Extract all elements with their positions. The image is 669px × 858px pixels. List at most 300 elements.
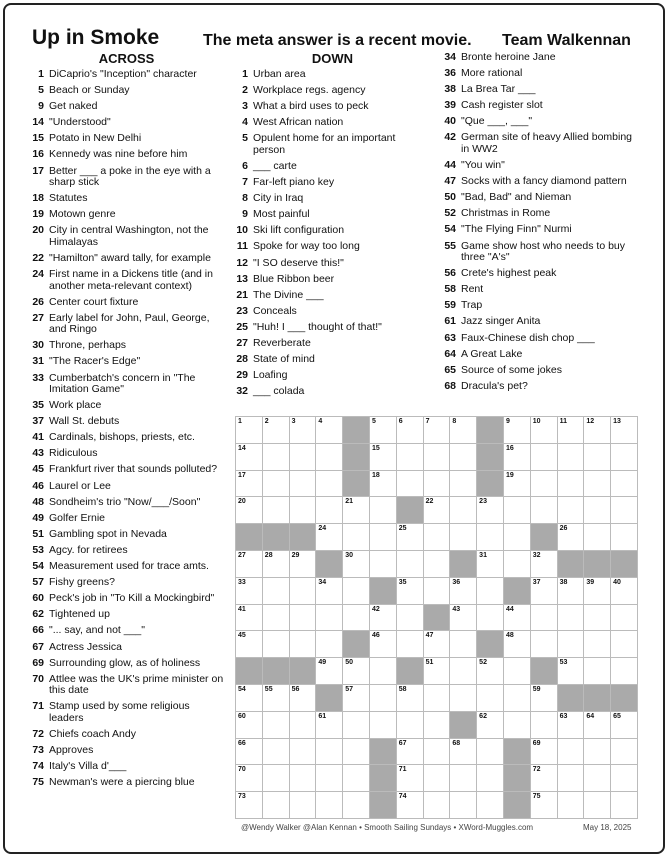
grid-cell[interactable] xyxy=(263,497,290,524)
clue-text: DiCaprio's "Inception" character xyxy=(49,68,197,80)
grid-cell[interactable] xyxy=(290,551,317,578)
grid-cell[interactable] xyxy=(236,497,263,524)
across-clue-17 xyxy=(27,166,226,189)
grid-cell[interactable] xyxy=(477,658,504,685)
cell-number: 25 xyxy=(398,525,407,533)
clue-text: Faux-Chinese dish chop ___ xyxy=(461,331,595,344)
clue-text: Golfer Ernie xyxy=(49,511,106,524)
cell-number: 14 xyxy=(238,444,246,452)
grid-cell[interactable] xyxy=(424,471,451,498)
grid-cell[interactable] xyxy=(611,605,638,632)
grid-cell[interactable] xyxy=(477,578,504,605)
grid-cell[interactable] xyxy=(531,471,558,498)
grid-cell[interactable] xyxy=(477,497,504,524)
clue-number: 20 xyxy=(32,224,44,237)
grid-cell[interactable] xyxy=(370,551,397,578)
grid-cell[interactable] xyxy=(370,497,397,524)
clue-number: 10 xyxy=(236,224,248,237)
team-name: Team Walkennan xyxy=(502,32,631,49)
across-clue-66 xyxy=(27,625,226,637)
grid-cell[interactable] xyxy=(263,792,290,819)
cell-number: 19 xyxy=(505,471,514,479)
clue-number: 14 xyxy=(32,116,44,129)
grid-cell[interactable] xyxy=(450,497,477,524)
grid-cell[interactable] xyxy=(611,631,638,658)
grid-cell[interactable] xyxy=(316,444,343,471)
grid-cell[interactable] xyxy=(370,685,397,712)
clue-text: Get naked xyxy=(49,100,98,113)
grid-cell[interactable] xyxy=(424,444,451,471)
grid-cell[interactable] xyxy=(450,444,477,471)
grid-cell[interactable] xyxy=(424,792,451,819)
down-clue-25 xyxy=(235,322,420,334)
grid-cell[interactable] xyxy=(370,605,397,632)
grid-cell[interactable] xyxy=(424,551,451,578)
grid-cell[interactable] xyxy=(504,631,531,658)
grid-cell[interactable] xyxy=(558,631,585,658)
cell-number: 40 xyxy=(613,578,621,586)
grid-cell[interactable] xyxy=(263,471,290,498)
grid-cell[interactable] xyxy=(397,444,424,471)
cell-number: 30 xyxy=(345,551,353,559)
grid-cell[interactable] xyxy=(477,524,504,551)
clue-number: 13 xyxy=(236,272,248,285)
clue-text: West African nation xyxy=(253,116,344,129)
cell-number: 45 xyxy=(238,632,246,640)
clue-number: 8 xyxy=(242,192,248,205)
clue-text: Agcy. for retirees xyxy=(49,543,128,556)
clue-text: German site of heavy Allied bombing in WW2 xyxy=(461,131,633,155)
down-clue-68 xyxy=(441,381,641,393)
across-clue-22 xyxy=(27,253,226,265)
grid-cell[interactable] xyxy=(611,444,638,471)
grid-cell[interactable] xyxy=(236,631,263,658)
down-clue-63 xyxy=(441,333,641,345)
cell-number: 4 xyxy=(318,418,323,425)
grid-cell[interactable] xyxy=(397,524,424,551)
grid-cell[interactable] xyxy=(611,471,638,498)
grid-cell[interactable] xyxy=(558,444,585,471)
cell-number: 46 xyxy=(371,632,380,640)
grid-cell[interactable] xyxy=(450,792,477,819)
grid-cell[interactable] xyxy=(424,712,451,739)
grid-cell[interactable] xyxy=(531,551,558,578)
grid-cell[interactable] xyxy=(370,658,397,685)
grid-cell[interactable] xyxy=(343,524,370,551)
clue-text: Sondheim's trio "Now/___/Soon" xyxy=(49,495,201,508)
clue-text: Loafing xyxy=(253,369,288,382)
grid-cell[interactable] xyxy=(558,605,585,632)
cell-number: 26 xyxy=(559,525,568,533)
clue-text: Spoke for way too long xyxy=(253,240,360,253)
grid-cell[interactable] xyxy=(236,765,263,792)
clue-text: Italy's Villa d'___ xyxy=(49,760,127,773)
grid-cell[interactable] xyxy=(558,765,585,792)
grid-cell[interactable] xyxy=(343,739,370,766)
clue-number: 39 xyxy=(444,99,456,112)
grid-cell[interactable] xyxy=(397,605,424,632)
grid-cell[interactable] xyxy=(316,631,343,658)
clue-text: Crete's highest peak xyxy=(461,267,557,280)
grid-cell[interactable] xyxy=(290,712,317,739)
grid-cell[interactable] xyxy=(236,444,263,471)
cell-number: 33 xyxy=(238,578,246,586)
clue-text: Attlee was the UK's prime minister on this date xyxy=(49,672,224,697)
across-clue-35 xyxy=(27,400,226,412)
cell-number: 66 xyxy=(238,739,246,747)
grid-cell[interactable] xyxy=(316,792,343,819)
grid-cell[interactable] xyxy=(290,792,317,819)
across-clue-14 xyxy=(27,117,226,129)
footer-date: May 18, 2025 xyxy=(583,823,632,832)
across-clue-54 xyxy=(27,561,226,573)
grid-cell[interactable] xyxy=(370,524,397,551)
grid-cell[interactable] xyxy=(424,658,451,685)
across-clue-16 xyxy=(27,149,226,161)
grid-cell[interactable] xyxy=(343,551,370,578)
grid-cell[interactable] xyxy=(343,712,370,739)
grid-cell[interactable] xyxy=(584,497,611,524)
grid-cell[interactable] xyxy=(584,765,611,792)
grid-cell[interactable] xyxy=(504,471,531,498)
grid-block xyxy=(343,444,370,471)
clue-number: 55 xyxy=(444,239,456,252)
grid-cell[interactable] xyxy=(584,578,611,605)
grid-cell[interactable] xyxy=(370,712,397,739)
grid-cell[interactable] xyxy=(316,417,343,444)
grid-cell[interactable] xyxy=(584,792,611,819)
grid-cell[interactable] xyxy=(397,578,424,605)
grid-cell[interactable] xyxy=(558,739,585,766)
down-heading: DOWN xyxy=(311,51,354,66)
clue-text: What a bird uses to peck xyxy=(253,100,369,113)
grid-block xyxy=(531,524,558,551)
grid-cell[interactable] xyxy=(263,444,290,471)
grid-cell[interactable] xyxy=(316,739,343,766)
grid-cell[interactable] xyxy=(290,605,317,632)
across-clue-9 xyxy=(27,101,226,113)
grid-cell[interactable] xyxy=(290,631,317,658)
grid-cell[interactable] xyxy=(558,497,585,524)
across-clue-26 xyxy=(27,297,226,309)
clue-number: 52 xyxy=(444,207,456,220)
clue-number: 1 xyxy=(242,68,248,80)
grid-cell[interactable] xyxy=(450,578,477,605)
grid-cell[interactable] xyxy=(424,417,451,444)
grid-cell[interactable] xyxy=(504,712,531,739)
grid-cell[interactable] xyxy=(236,578,263,605)
clue-number: 16 xyxy=(32,148,44,161)
grid-cell[interactable] xyxy=(584,417,611,444)
clue-text: "I SO deserve this!" xyxy=(253,256,344,269)
grid-block xyxy=(504,792,531,819)
down-clue-40 xyxy=(441,116,641,128)
grid-cell[interactable] xyxy=(477,765,504,792)
grid-cell[interactable] xyxy=(263,605,290,632)
clue-text: "The Racer's Edge" xyxy=(49,355,141,368)
grid-cell[interactable] xyxy=(611,792,638,819)
grid-cell[interactable] xyxy=(611,524,638,551)
grid-cell[interactable] xyxy=(263,551,290,578)
grid-cell[interactable] xyxy=(558,578,585,605)
grid-cell[interactable] xyxy=(450,658,477,685)
clue-text: "... say, and not ___" xyxy=(49,624,145,637)
grid-block xyxy=(477,631,504,658)
grid-cell[interactable] xyxy=(477,712,504,739)
grid-cell[interactable] xyxy=(584,471,611,498)
grid-cell[interactable] xyxy=(584,524,611,551)
grid-cell[interactable] xyxy=(424,765,451,792)
grid-cell[interactable] xyxy=(263,417,290,444)
grid-cell[interactable] xyxy=(424,524,451,551)
down-clue-65 xyxy=(441,365,641,377)
grid-cell[interactable] xyxy=(397,739,424,766)
grid-cell[interactable] xyxy=(611,712,638,739)
clue-number: 51 xyxy=(32,527,44,540)
clue-number: 71 xyxy=(32,700,44,713)
clue-text: Reverberate xyxy=(253,337,311,349)
grid-cell[interactable] xyxy=(531,765,558,792)
grid-cell[interactable] xyxy=(343,792,370,819)
clue-number: 33 xyxy=(32,371,44,384)
grid-cell[interactable] xyxy=(584,739,611,766)
cell-number: 10 xyxy=(532,418,541,425)
clue-number: 35 xyxy=(32,399,44,412)
grid-cell[interactable] xyxy=(316,712,343,739)
grid-cell[interactable] xyxy=(504,658,531,685)
grid-cell[interactable] xyxy=(450,605,477,632)
clue-text: Throne, perhaps xyxy=(49,339,127,352)
grid-cell[interactable] xyxy=(263,712,290,739)
grid-cell[interactable] xyxy=(611,578,638,605)
grid-cell[interactable] xyxy=(236,417,263,444)
grid-cell[interactable] xyxy=(316,578,343,605)
grid-cell[interactable] xyxy=(290,739,317,766)
cell-number: 36 xyxy=(452,578,461,586)
grid-cell[interactable] xyxy=(370,444,397,471)
across-clue-69 xyxy=(27,658,226,670)
grid-cell[interactable] xyxy=(504,444,531,471)
clue-number: 42 xyxy=(444,131,456,144)
clue-number: 34 xyxy=(444,51,456,63)
grid-cell[interactable] xyxy=(477,685,504,712)
grid-cell[interactable] xyxy=(558,524,585,551)
grid-cell[interactable] xyxy=(504,605,531,632)
clue-text: Peck's job in "To Kill a Mockingbird" xyxy=(49,592,215,605)
grid-cell[interactable] xyxy=(531,497,558,524)
grid-cell[interactable] xyxy=(504,417,531,444)
grid-cell[interactable] xyxy=(343,685,370,712)
cell-number: 58 xyxy=(398,685,407,693)
grid-cell[interactable] xyxy=(531,631,558,658)
grid-cell[interactable] xyxy=(370,471,397,498)
grid-cell[interactable] xyxy=(290,471,317,498)
down-clue-7 xyxy=(235,177,420,189)
cell-number: 75 xyxy=(532,793,541,801)
grid-cell[interactable] xyxy=(504,685,531,712)
across-clue-62 xyxy=(27,609,226,621)
grid-cell[interactable] xyxy=(397,765,424,792)
grid-cell[interactable] xyxy=(397,631,424,658)
grid-cell[interactable] xyxy=(477,605,504,632)
clue-text: ___ colada xyxy=(253,385,305,398)
grid-block xyxy=(397,658,424,685)
down-clue-58 xyxy=(441,284,641,296)
clue-text: Most painful xyxy=(253,208,310,221)
grid-cell[interactable] xyxy=(450,471,477,498)
grid-cell[interactable] xyxy=(424,631,451,658)
down-clue-6 xyxy=(235,161,420,173)
grid-cell[interactable] xyxy=(477,792,504,819)
grid-cell[interactable] xyxy=(584,631,611,658)
grid-block xyxy=(343,417,370,444)
clue-text: Tightened up xyxy=(49,608,110,621)
grid-cell[interactable] xyxy=(316,471,343,498)
grid-cell[interactable] xyxy=(504,524,531,551)
grid-cell[interactable] xyxy=(290,417,317,444)
grid-cell[interactable] xyxy=(236,685,263,712)
down-clue-61 xyxy=(441,316,641,328)
grid-cell[interactable] xyxy=(450,765,477,792)
grid-cell[interactable] xyxy=(558,417,585,444)
clue-number: 31 xyxy=(32,355,44,368)
grid-cell[interactable] xyxy=(424,497,451,524)
grid-cell[interactable] xyxy=(584,658,611,685)
grid-cell[interactable] xyxy=(397,685,424,712)
grid-cell[interactable] xyxy=(236,605,263,632)
grid-cell[interactable] xyxy=(236,792,263,819)
grid-cell[interactable] xyxy=(397,712,424,739)
cell-number: 37 xyxy=(532,578,541,586)
grid-cell[interactable] xyxy=(290,685,317,712)
grid-cell[interactable] xyxy=(477,551,504,578)
grid-cell[interactable] xyxy=(397,551,424,578)
grid-cell[interactable] xyxy=(290,578,317,605)
cell-number: 71 xyxy=(398,766,407,774)
grid-cell[interactable] xyxy=(316,605,343,632)
cell-number: 38 xyxy=(559,578,568,586)
grid-cell[interactable] xyxy=(450,524,477,551)
grid-cell[interactable] xyxy=(263,765,290,792)
grid-cell[interactable] xyxy=(611,497,638,524)
grid-cell[interactable] xyxy=(531,578,558,605)
grid-cell[interactable] xyxy=(558,792,585,819)
grid-cell[interactable] xyxy=(531,444,558,471)
grid-cell[interactable] xyxy=(343,497,370,524)
clue-text: Early label for John, Paul, George, and Ringo xyxy=(49,311,210,336)
grid-cell[interactable] xyxy=(558,471,585,498)
grid-cell[interactable] xyxy=(290,444,317,471)
grid-cell[interactable] xyxy=(263,739,290,766)
puzzle-title: Up in Smoke xyxy=(32,26,160,49)
grid-block xyxy=(450,712,477,739)
grid-cell[interactable] xyxy=(397,471,424,498)
grid-cell[interactable] xyxy=(236,471,263,498)
clue-number: 53 xyxy=(32,543,44,556)
clue-number: 9 xyxy=(38,100,44,113)
grid-cell[interactable] xyxy=(370,631,397,658)
grid-cell[interactable] xyxy=(236,712,263,739)
grid-cell[interactable] xyxy=(236,739,263,766)
cell-number: 39 xyxy=(586,578,595,586)
grid-cell[interactable] xyxy=(504,497,531,524)
clue-number: 40 xyxy=(444,115,456,128)
grid-cell[interactable] xyxy=(343,578,370,605)
grid-cell[interactable] xyxy=(450,739,477,766)
grid-cell[interactable] xyxy=(397,417,424,444)
grid-cell[interactable] xyxy=(290,765,317,792)
clue-text: Surrounding glow, as of holiness xyxy=(49,656,201,669)
grid-cell[interactable] xyxy=(424,739,451,766)
grid-cell[interactable] xyxy=(531,417,558,444)
grid-cell[interactable] xyxy=(531,712,558,739)
down-clue-50 xyxy=(441,192,641,204)
grid-cell[interactable] xyxy=(531,605,558,632)
grid-cell[interactable] xyxy=(611,765,638,792)
grid-cell[interactable] xyxy=(611,739,638,766)
grid-cell[interactable] xyxy=(316,658,343,685)
grid-cell[interactable] xyxy=(450,685,477,712)
down-clue-32 xyxy=(235,386,420,398)
grid-cell[interactable] xyxy=(584,712,611,739)
grid-cell[interactable] xyxy=(611,417,638,444)
grid-cell[interactable] xyxy=(477,739,504,766)
grid-cell[interactable] xyxy=(263,578,290,605)
grid-cell[interactable] xyxy=(558,712,585,739)
grid-cell[interactable] xyxy=(343,658,370,685)
grid-cell[interactable] xyxy=(504,551,531,578)
grid-cell[interactable] xyxy=(531,685,558,712)
grid-cell[interactable] xyxy=(397,792,424,819)
grid-cell[interactable] xyxy=(343,605,370,632)
across-clue-31 xyxy=(27,356,226,368)
grid-cell[interactable] xyxy=(263,685,290,712)
grid-cell[interactable] xyxy=(450,417,477,444)
clue-text: Cardinals, bishops, priests, etc. xyxy=(49,431,195,444)
grid-cell[interactable] xyxy=(370,417,397,444)
clue-number: 58 xyxy=(444,283,456,296)
grid-cell[interactable] xyxy=(263,631,290,658)
grid-block xyxy=(316,685,343,712)
grid-cell[interactable] xyxy=(316,765,343,792)
clue-number: 25 xyxy=(236,320,248,333)
cell-number: 20 xyxy=(238,498,246,506)
grid-cell[interactable] xyxy=(316,524,343,551)
grid-cell[interactable] xyxy=(584,444,611,471)
grid-cell[interactable] xyxy=(531,739,558,766)
clue-text: Source of some jokes xyxy=(461,363,562,376)
cell-number: 8 xyxy=(452,418,457,425)
grid-cell[interactable] xyxy=(316,497,343,524)
clue-number: 70 xyxy=(32,672,44,685)
grid-cell[interactable] xyxy=(424,685,451,712)
grid-cell[interactable] xyxy=(290,497,317,524)
grid-cell[interactable] xyxy=(584,605,611,632)
clue-number: 18 xyxy=(32,192,44,205)
cell-number: 9 xyxy=(505,418,510,425)
grid-cell[interactable] xyxy=(424,578,451,605)
cell-number: 7 xyxy=(425,418,430,425)
grid-cell[interactable] xyxy=(450,631,477,658)
clue-number: 23 xyxy=(236,304,248,317)
grid-cell[interactable] xyxy=(558,658,585,685)
down-clue-39 xyxy=(441,100,641,112)
down-clue-1 xyxy=(235,69,420,81)
grid-cell[interactable] xyxy=(236,551,263,578)
grid-cell[interactable] xyxy=(343,765,370,792)
grid-cell[interactable] xyxy=(531,792,558,819)
grid-cell[interactable] xyxy=(611,658,638,685)
